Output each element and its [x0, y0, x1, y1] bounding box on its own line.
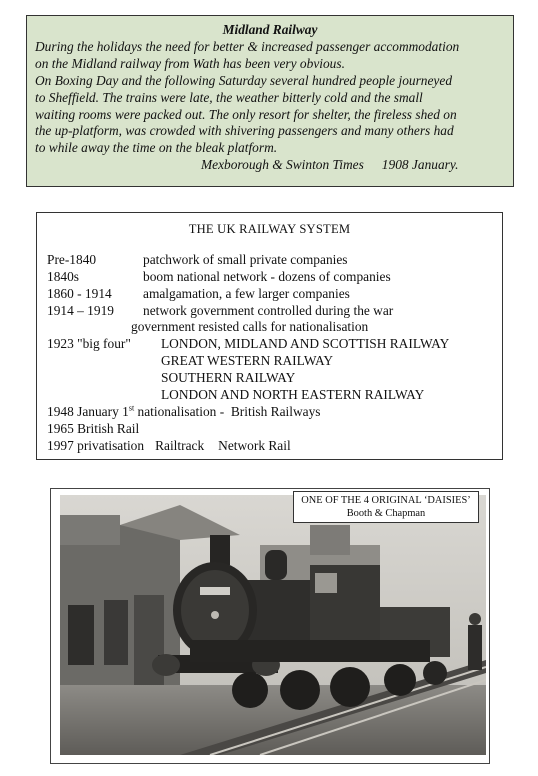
timeline-desc: amalgamation, a few larger companies [143, 285, 350, 301]
british-rail-text: 1965 British Rail [47, 420, 140, 436]
newspaper-quote-box [26, 15, 514, 187]
ordinal-suffix: st [128, 403, 135, 413]
caption-credit: Booth & Chapman [346, 508, 426, 519]
timeline-row [47, 286, 502, 303]
nationalisation-row [47, 404, 502, 421]
quote-line: On Boxing Day and the following Saturday several hundred people journeyed [35, 72, 453, 88]
big-four-company: SOUTHERN RAILWAY [161, 370, 296, 386]
quote-source [35, 157, 505, 174]
big-four-company: GREAT WESTERN RAILWAY [161, 353, 334, 369]
quote-line: the up-platform, was crowded with shivering passengers and many others had [35, 123, 454, 139]
timeline-year: Pre-1840 [47, 251, 97, 267]
timeline-row [47, 252, 502, 269]
timeline-row [47, 319, 502, 336]
quote-title: Midland Railway [222, 22, 318, 37]
nationalisation-date: 1948 January 1 [47, 403, 129, 419]
quote-line: to while away the time on the bleak platform. [35, 140, 278, 156]
timeline-year: 1914 – 1919 [47, 302, 114, 318]
quote-line: on the Midland railway from Wath has been very obvious. [35, 55, 345, 71]
timeline-year: 1840s [47, 268, 79, 284]
quote-line: waiting rooms were packed out. The only resort for shelter, the fireless shed on [35, 106, 457, 122]
timeline-desc: network government controlled during the war [143, 302, 394, 318]
big-four-row [47, 370, 502, 387]
big-four-label: 1923 "big four" [47, 336, 131, 352]
caption-title: ONE OF THE 4 ORIGINAL ‘DAISIES’ [301, 495, 471, 506]
timeline-row [47, 269, 502, 286]
timeline-desc: government resisted calls for nationalisation [131, 319, 369, 335]
system-title: THE UK RAILWAY SYSTEM [188, 222, 351, 236]
big-four-row [47, 353, 502, 370]
privatisation-row [47, 438, 502, 455]
locomotive-illustration [60, 495, 486, 755]
big-four-company: LONDON, MIDLAND AND SCOTTISH RAILWAY [161, 336, 450, 352]
nationalisation-text: nationalisation - British Railways [134, 403, 321, 419]
big-four-company: LONDON AND NORTH EASTERN RAILWAY [161, 387, 425, 403]
big-four-row [47, 387, 502, 404]
photo-caption [293, 491, 479, 523]
quote-source-date: 1908 January. [381, 157, 459, 173]
privatisation-year: 1997 privatisation [47, 437, 145, 453]
quote-source-name: Mexborough & Swinton Times [201, 157, 364, 173]
timeline-desc: patchwork of small private companies [143, 251, 348, 267]
photo-frame [50, 488, 490, 764]
big-four-row [47, 336, 502, 353]
railway-system-box [36, 212, 503, 460]
timeline-year: 1860 - 1914 [47, 285, 112, 301]
network-rail-label: Network Rail [218, 437, 291, 453]
railtrack-label: Railtrack [155, 437, 205, 453]
quote-line: to Sheffield. The trains were late, the weather bitterly cold and the small [35, 89, 423, 105]
locomotive-photo [60, 495, 486, 755]
quote-line: During the holidays the need for better & increased passenger accommodation [35, 38, 460, 54]
british-rail-row [47, 421, 502, 438]
timeline-desc: boom national network - dozens of companies [143, 268, 391, 284]
timeline-row [47, 303, 502, 320]
